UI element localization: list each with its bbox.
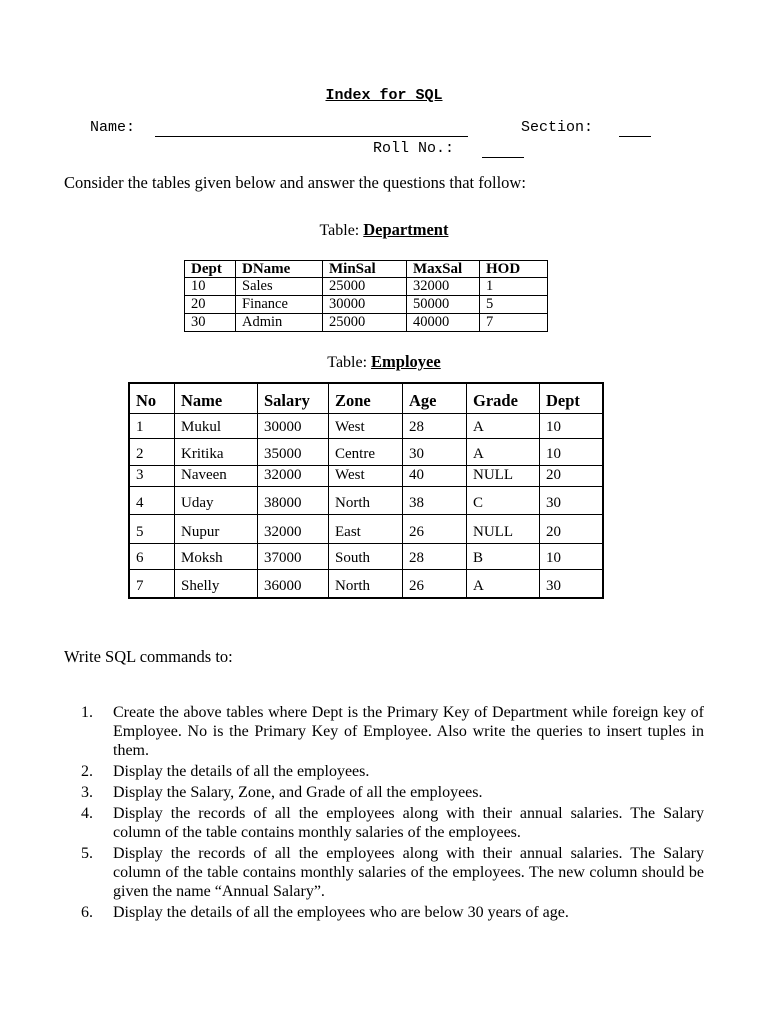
department-header-row [185, 261, 548, 278]
table-cell: B [467, 544, 540, 570]
table-cell: 50000 [407, 296, 480, 314]
table-row [129, 439, 603, 466]
department-header-cell: Dept [185, 261, 236, 278]
table-cell: 2 [129, 439, 175, 466]
question-text: Display the details of all the employees. [113, 763, 370, 780]
table-cell: 20 [540, 515, 604, 544]
table-cell: 38000 [258, 487, 329, 515]
table-row [129, 466, 603, 487]
table-cell: Finance [236, 296, 323, 314]
table-cell: 32000 [258, 466, 329, 487]
table-row [129, 487, 603, 515]
question-item [64, 804, 704, 842]
employee-header-cell: Age [403, 383, 467, 414]
table-cell: Centre [329, 439, 403, 466]
department-header-cell: MaxSal [407, 261, 480, 278]
table-cell: A [467, 414, 540, 439]
employee-caption [0, 352, 768, 372]
name-blank-line [155, 136, 468, 137]
question-text: Display the details of all the employees who are below 30 years of age. [113, 904, 569, 921]
intro-text: Consider the tables given below and answer the questions that follow: [64, 173, 526, 192]
table-row [129, 414, 603, 439]
table-cell: Moksh [175, 544, 258, 570]
table-cell: 5 [129, 515, 175, 544]
table-row [129, 570, 603, 598]
table-cell: Shelly [175, 570, 258, 598]
table-cell: 36000 [258, 570, 329, 598]
table-cell: C [467, 487, 540, 515]
table-row [185, 314, 548, 332]
department-caption [0, 220, 768, 240]
table-cell: 28 [403, 414, 467, 439]
employee-table [128, 382, 604, 599]
table-cell: Uday [175, 487, 258, 515]
employee-header-cell: Zone [329, 383, 403, 414]
table-cell: Naveen [175, 466, 258, 487]
table-cell: 40 [403, 466, 467, 487]
table-cell: East [329, 515, 403, 544]
question-text: Display the records of all the employees along with their annual salaries. The Salary column of the table contains monthly salaries of the employees. The new column should be given the name “Annual Salary”. [113, 845, 704, 900]
employee-header-cell: Name [175, 383, 258, 414]
write-sql-heading: Write SQL commands to: [64, 647, 233, 666]
table-cell: West [329, 466, 403, 487]
table-cell: A [467, 439, 540, 466]
table-cell: 30000 [258, 414, 329, 439]
roll-number-label: Roll No.: [373, 140, 455, 157]
section-label: Section: [521, 119, 594, 136]
table-row [129, 515, 603, 544]
table-cell: 3 [129, 466, 175, 487]
table-cell: 20 [185, 296, 236, 314]
table-row [129, 544, 603, 570]
table-cell: 7 [480, 314, 548, 332]
table-cell: 20 [540, 466, 604, 487]
name-label: Name: [90, 119, 136, 136]
employee-header-row [129, 383, 603, 414]
table-cell: 6 [129, 544, 175, 570]
question-number: 2. [81, 763, 93, 780]
table-cell: Sales [236, 278, 323, 296]
table-cell: West [329, 414, 403, 439]
table-cell: Nupur [175, 515, 258, 544]
question-number: 1. [81, 704, 93, 721]
table-cell: 1 [129, 414, 175, 439]
table-cell: 37000 [258, 544, 329, 570]
table-cell: 10 [540, 439, 604, 466]
question-item [64, 783, 704, 802]
table-cell: 32000 [258, 515, 329, 544]
question-item [64, 903, 704, 922]
table-cell: North [329, 487, 403, 515]
question-text: Create the above tables where Dept is the Primary Key of Department while foreign key of Employee. No is the Primary Key of Employee. Also write the queries to insert tuples in them. [113, 704, 704, 759]
question-item [64, 844, 704, 901]
table-cell: Kritika [175, 439, 258, 466]
table-cell: 25000 [323, 314, 407, 332]
employee-caption-name: Employee [371, 352, 441, 371]
roll-number-blank-line [482, 157, 524, 158]
table-row [185, 278, 548, 296]
table-cell: 30 [540, 570, 604, 598]
table-cell: 30000 [323, 296, 407, 314]
department-header-cell: DName [236, 261, 323, 278]
table-row [185, 296, 548, 314]
question-number: 4. [81, 805, 93, 822]
table-cell: 35000 [258, 439, 329, 466]
table-cell: 26 [403, 570, 467, 598]
table-cell: North [329, 570, 403, 598]
table-cell: NULL [467, 515, 540, 544]
table-cell: A [467, 570, 540, 598]
table-cell: 10 [540, 414, 604, 439]
department-caption-name: Department [363, 220, 449, 239]
table-cell: 7 [129, 570, 175, 598]
employee-header-cell: Salary [258, 383, 329, 414]
table-cell: 30 [540, 487, 604, 515]
employee-header-cell: Dept [540, 383, 604, 414]
table-cell: 1 [480, 278, 548, 296]
table-cell: 10 [185, 278, 236, 296]
table-cell: 4 [129, 487, 175, 515]
question-number: 3. [81, 784, 93, 801]
table-cell: 30 [403, 439, 467, 466]
employee-header-cell: Grade [467, 383, 540, 414]
table-cell: 40000 [407, 314, 480, 332]
table-cell: South [329, 544, 403, 570]
table-cell: Mukul [175, 414, 258, 439]
department-header-cell: HOD [480, 261, 548, 278]
question-number: 6. [81, 904, 93, 921]
table-cell: 30 [185, 314, 236, 332]
section-blank-line [619, 136, 651, 137]
table-cell: Admin [236, 314, 323, 332]
table-cell: 5 [480, 296, 548, 314]
table-cell: 38 [403, 487, 467, 515]
department-table [184, 260, 548, 332]
employee-header-cell: No [129, 383, 175, 414]
question-text: Display the records of all the employees along with their annual salaries. The Salary column of the table contains monthly salaries of the employees. [113, 805, 704, 841]
table-cell: 32000 [407, 278, 480, 296]
question-text: Display the Salary, Zone, and Grade of all the employees. [113, 784, 483, 801]
table-cell: NULL [467, 466, 540, 487]
department-caption-prefix: Table: [319, 222, 364, 239]
table-cell: 28 [403, 544, 467, 570]
question-item [64, 703, 704, 760]
table-cell: 25000 [323, 278, 407, 296]
table-cell: 26 [403, 515, 467, 544]
employee-caption-prefix: Table: [327, 354, 372, 371]
department-header-cell: MinSal [323, 261, 407, 278]
document-title: Index for SQL [325, 87, 443, 104]
table-cell: 10 [540, 544, 604, 570]
question-list [64, 703, 704, 924]
question-number: 5. [81, 845, 93, 862]
question-item [64, 762, 704, 781]
